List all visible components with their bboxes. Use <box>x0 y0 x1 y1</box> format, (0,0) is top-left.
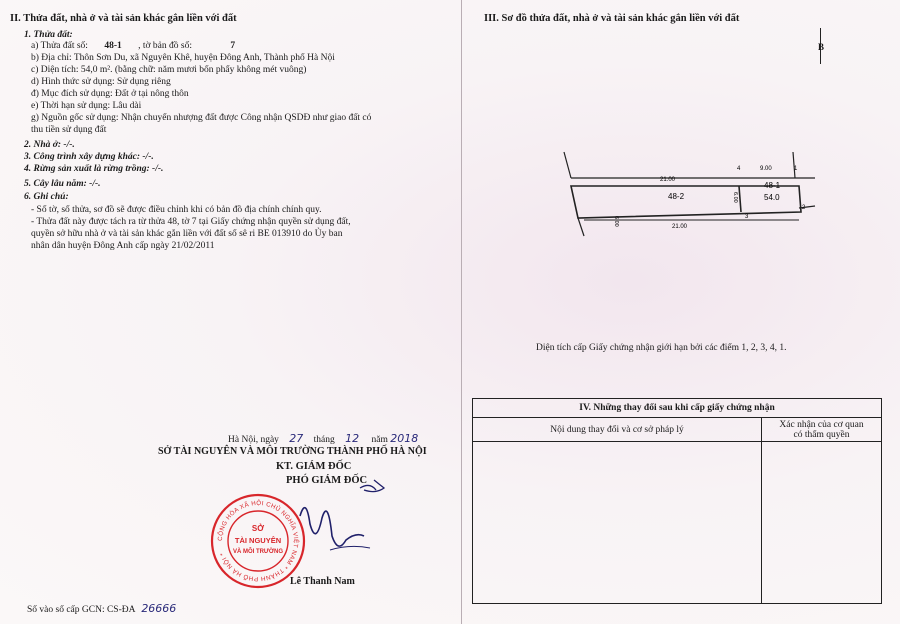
signatory-kt: KT. GIÁM ĐỐC <box>276 461 352 472</box>
note-line-1: - Số tờ, số thửa, sơ đồ sẽ được điều chỉnh khi có bản đồ địa chính chính quy. <box>31 205 322 215</box>
date-year-label: năm <box>371 435 388 445</box>
seal-center-1: SỞ <box>251 524 265 533</box>
parcel-number: 48-1 <box>104 41 122 51</box>
point-3: 3 <box>745 214 749 220</box>
section-1-heading: 1. Thửa đất: <box>24 30 73 40</box>
col-confirmation <box>762 418 882 442</box>
date-day: 27 <box>289 432 304 445</box>
dim-bottom: 21.00 <box>672 224 688 230</box>
origin-line-2: thu tiền sử dụng đất <box>31 125 107 135</box>
date-month-label: tháng <box>313 435 335 445</box>
changes-table <box>472 398 882 604</box>
point-1: 1 <box>794 166 798 172</box>
issue-date <box>228 433 418 446</box>
parcel-label-left: 48-2 <box>668 192 685 201</box>
change-content-cell <box>473 442 762 604</box>
area-limit-note: Diện tích cấp Giấy chứng nhận giới hạn bởi các điểm 1, 2, 3, 4, 1. <box>536 343 787 353</box>
date-year: 2018 <box>390 432 419 445</box>
area-line: c) Diện tích: 54,0 m². (bằng chữ: năm mươi bốn phẩy không mét vuông) <box>31 65 307 75</box>
parcel-label-right: 48-1 <box>764 181 781 190</box>
point-2: 2 <box>802 205 806 211</box>
col-confirmation-line-2: có thẩm quyền <box>793 429 850 440</box>
date-month: 12 <box>345 432 360 445</box>
usage-form-line: d) Hình thức sử dụng: Sử dụng riêng <box>31 77 171 87</box>
note-line-2: - Thửa đất này được tách ra từ thửa 48, tờ 7 tại Giấy chứng nhận quyền sử dụng đất, <box>31 217 351 227</box>
note-line-3: quyền sở hữu nhà ở và tài sản khác gắn liền với đất số sê ri BE 013910 do Ủy ban <box>31 229 343 239</box>
seal-center-3: VÀ MÔI TRƯỜNG <box>232 549 284 555</box>
parcel-diagram <box>560 148 820 238</box>
parcel-area-right: 54.0 <box>764 193 780 202</box>
map-sheet-number: 7 <box>230 41 236 51</box>
note-line-4: nhân dân huyện Đông Anh cấp ngày 21/02/2011 <box>31 241 215 251</box>
section-perennial: 5. Cây lâu năm: -/-. <box>24 179 101 189</box>
signer-name: Lê Thanh Nam <box>290 576 355 587</box>
handwritten-signature <box>290 478 400 573</box>
section-notes: 6. Ghi chú: <box>24 192 69 202</box>
section-house: 2. Nhà ở: -/-. <box>24 140 75 150</box>
point-4: 4 <box>737 166 741 172</box>
map-sheet-label: , tờ bản đồ số: <box>138 41 192 51</box>
section-3-title: III. Sơ đồ thửa đất, nhà ở và tài sản khác gắn liền với đất <box>484 13 740 24</box>
changes-title: IV. Những thay đổi sau khi cấp giấy chứng nhận <box>473 399 882 418</box>
seal-center-2: TÀI NGUYÊN <box>234 536 282 545</box>
dim-top-right: 9.00 <box>760 166 772 172</box>
usage-term-line: e) Thời hạn sử dụng: Lâu dài <box>31 101 142 111</box>
parcel-number-line <box>31 41 235 52</box>
section-2-title: II. Thửa đất, nhà ở và tài sản khác gắn liền với đất <box>10 13 237 24</box>
registration-number: 26666 <box>141 602 177 615</box>
registration-label: Số vào sổ cấp GCN: CS-ĐA <box>27 605 135 615</box>
seal-ring-text: CỘNG HÒA XÃ HỘI CHỦ NGHĨA VIỆT NAM * THÀNH PHỐ HÀ NỘI * <box>216 499 300 583</box>
col-change-content: Nội dung thay đổi và cơ sở pháp lý <box>473 418 762 442</box>
issuing-agency: SỞ TÀI NGUYÊN VÀ MÔI TRƯỜNG THÀNH PHỐ HÀ NỘI <box>158 446 427 457</box>
registration-line <box>27 603 176 616</box>
north-arrow-label: B <box>818 42 825 52</box>
address-line: b) Địa chỉ: Thôn Sơn Du, xã Nguyên Khê, huyện Đông Anh, Thành phố Hà Nội <box>31 53 335 63</box>
date-prefix: Hà Nội, ngày <box>228 435 279 445</box>
page-fold <box>461 0 462 624</box>
dim-top-left: 21.00 <box>660 177 676 183</box>
origin-line-1: g) Nguồn gốc sử dụng: Nhận chuyển nhượng đất được Công nhận QSDĐ như giao đất có <box>31 113 372 123</box>
signatory-title: PHÓ GIÁM ĐỐC <box>286 475 368 486</box>
col-confirmation-line-1: Xác nhận của cơ quan <box>779 419 864 430</box>
section-forest: 4. Rừng sản xuất là rừng trồng: -/-. <box>24 164 164 174</box>
dim-left-side: 6.00 <box>613 216 619 227</box>
parcel-number-label: a) Thửa đất số: <box>31 41 88 51</box>
confirmation-cell <box>762 442 882 604</box>
dim-mid-side: 6.00 <box>732 192 738 203</box>
usage-purpose-line: đ) Mục đích sử dụng: Đất ở tại nông thôn <box>31 89 189 99</box>
section-other-construction: 3. Công trình xây dựng khác: -/-. <box>24 152 154 162</box>
